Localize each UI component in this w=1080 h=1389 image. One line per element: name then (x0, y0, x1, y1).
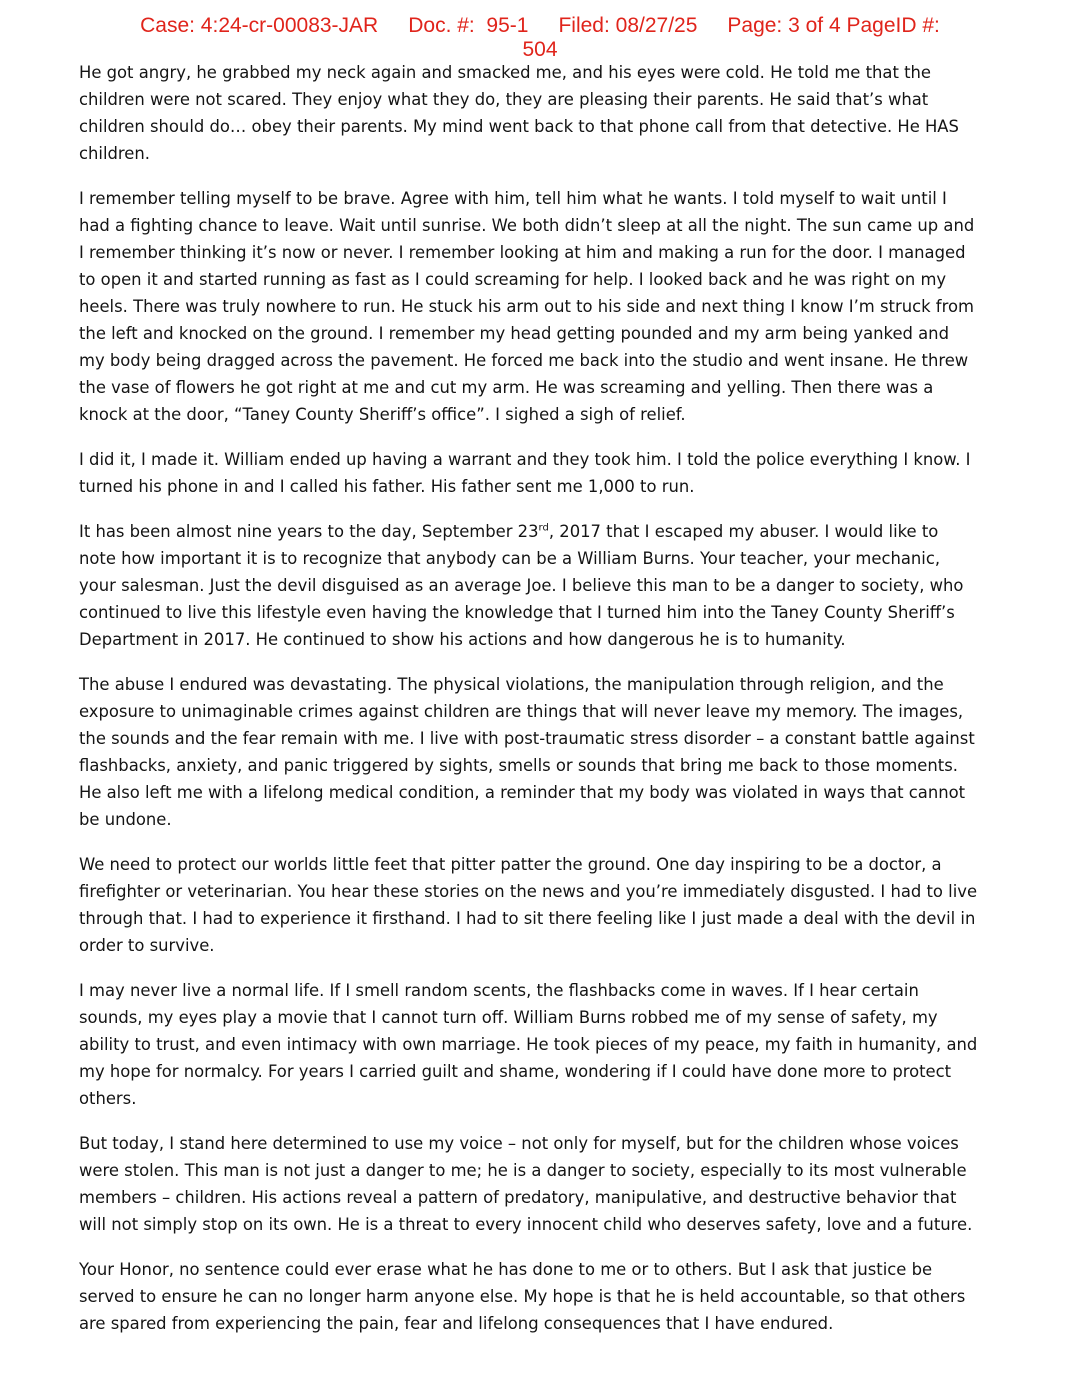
document-body (79, 59, 979, 1355)
paragraph-4 (79, 518, 979, 653)
paragraph-3: I did it, I made it. William ended up having a warrant and they took him. I told the police everything I know. I turned his phone in and I called his father. His father sent me 1,000 to run. (79, 450, 971, 496)
paragraph-1: He got angry, he grabbed my neck again and smacked me, and his eyes were cold. He told me that the children were not scared. They enjoy what they do, they are pleasing their parents. He said that’s what children should do… obey their parents. My mind went back to that phone call from that detective. He HAS children. (79, 63, 959, 163)
court-filing-stamp (0, 14, 1080, 62)
page-indicator: Page: 3 of 4 PageID #: (727, 14, 940, 37)
page-id: 504 (522, 38, 558, 61)
paragraph-6: We need to protect our worlds little feet that pitter patter the ground. One day inspiring to be a doctor, a firefighter or veterinarian. You hear these stories on the news and you’re immediately disgusted. I had to live through that. I had to experience it firsthand. I had to sit there feeling like I just made a deal with the devil in order to survive. (79, 855, 978, 955)
paragraph-5: The abuse I endured was devastating. The physical violations, the manipulation through religion, and the exposure to unimaginable crimes against children are things that will never leave my memory. The images, the sounds and the fear remain with me. I live with post-traumatic stress disorder – a constant battle against flashbacks, anxiety, and panic triggered by sights, smells or sounds that bring me back to those moments. He also left me with a lifelong medical condition, a reminder that my body was violated in ways that cannot be undone. (79, 675, 975, 829)
document-number: Doc. #: 95-1 (408, 14, 529, 37)
paragraph-4-rest: , 2017 that I escaped my abuser. I would like to note how important it is to recognize that anybody can be a William Burns. Your teacher, your mechanic, your salesman. Just the devil disguised as an average Joe. I believe this man to be a danger to society, who continued to live this lifestyle even having the knowledge that I turned him into the Taney County Sheriff’s Department in 2017. He continued to show his actions and how dangerous he is to humanity. (79, 522, 964, 649)
paragraph-2: I remember telling myself to be brave. Agree with him, tell him what he wants. I told myself to wait until I had a fighting chance to leave. Wait until sunrise. We both didn’t sleep at all the night. The sun came up and I remember thinking it’s now or never. I remember looking at him and making a run for the door. I managed to open it and started running as fast as I could screaming for help. I looked back and he was right on my heels. There was truly nowhere to run. He stuck his arm out to his side and next thing I know I’m struck from the left and knocked on the ground. I remember my head getting pounded and my arm being yanked and my body being dragged across the pavement. He forced me back into the studio and went insane. He threw the vase of flowers he got right at me and cut my arm. He was screaming and yelling. Then there was a knock at the door, “Taney County Sheriff’s office”. I sighed a sigh of relief. (79, 189, 975, 424)
filed-date: Filed: 08/27/25 (558, 14, 698, 37)
ordinal-suffix: rd (538, 522, 549, 534)
paragraph-9: Your Honor, no sentence could ever erase what he has done to me or to others. But I ask that justice be served to ensure he can no longer harm anyone else. My hope is that he is held accountable, so that others are spared from experiencing the pain, fear and lifelong consequences that I have endured. (79, 1260, 966, 1333)
filing-stamp-line (0, 14, 1080, 38)
case-number: Case: 4:24-cr-00083-JAR (140, 14, 379, 37)
paragraph-4-start: It has been almost nine years to the day, September 23 (79, 522, 539, 541)
paragraph-8: But today, I stand here determined to use my voice – not only for myself, but for the children whose voices were stolen. This man is not just a danger to me; he is a danger to society, especially to its most vulnerable members – children. His actions reveal a pattern of predatory, manipulative, and destructive behavior that will not simply stop on its own. He is a threat to every innocent child who deserves safety, love and a future. (79, 1134, 973, 1234)
paragraph-7: I may never live a normal life. If I smell random scents, the flashbacks come in waves. If I hear certain sounds, my eyes play a movie that I cannot turn off. William Burns robbed me of my sense of safety, my ability to trust, and even intimacy with own marriage. He took pieces of my peace, my faith in humanity, and my hope for normalcy. For years I carried guilt and shame, wondering if I could have done more to protect others. (79, 981, 978, 1108)
